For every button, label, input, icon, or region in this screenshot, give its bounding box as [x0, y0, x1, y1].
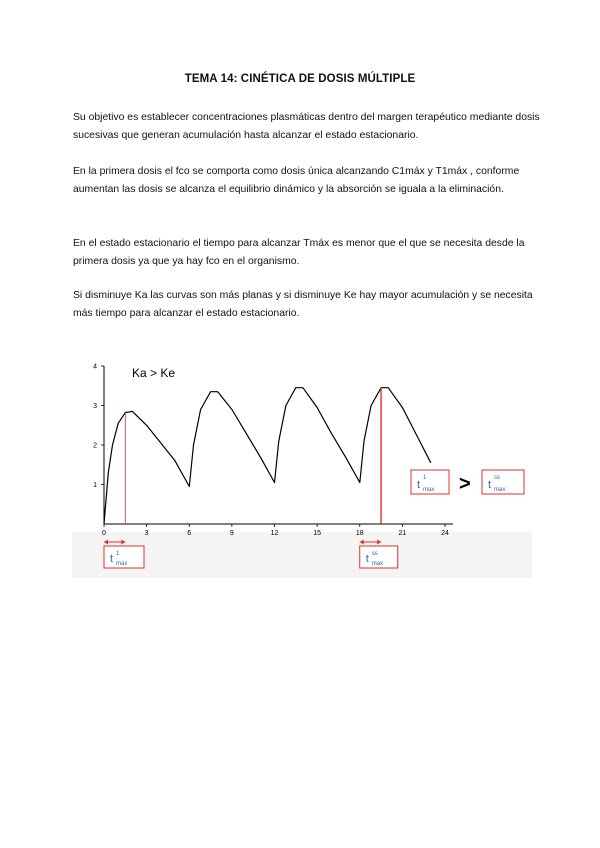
- chart-svg: [72, 352, 532, 580]
- y-tick-label: 2: [93, 442, 97, 450]
- x-tick-label: 0: [102, 530, 106, 537]
- x-tick-label: 18: [355, 530, 364, 537]
- x-tick-label: 12: [270, 530, 279, 537]
- x-tick-label: 15: [313, 530, 322, 537]
- t1max-label-sub: max: [116, 561, 128, 567]
- t1max-label-base: t: [110, 553, 114, 565]
- comparison-right-label: [482, 470, 524, 494]
- y-tick-label: 3: [93, 403, 97, 410]
- pharmacokinetic-chart: [72, 352, 532, 580]
- comparison-left-label-sub: max: [423, 487, 435, 493]
- comparison-right-label-sup: ss: [494, 475, 500, 481]
- tssmax-label-sup: ss: [371, 551, 378, 557]
- tssmax-label-sub: max: [371, 561, 384, 567]
- comparison-right-label-sub: max: [494, 487, 506, 493]
- t1max-label: [104, 546, 144, 568]
- x-tick-label: 9: [229, 530, 234, 537]
- paragraph-ka-ke: Si disminuye Ka las curvas son más planas y si disminuye Ke hay mayor acumulación y se necesita más tiempo para alcanzar el estado estacionario.: [73, 290, 533, 319]
- comparison-left-label: [411, 470, 449, 494]
- x-tick-label: 21: [398, 530, 407, 537]
- y-tick-label: 4: [93, 363, 97, 371]
- concentration-curve: [104, 388, 431, 524]
- paragraph-steady-state: En el estado estacionario el tiempo para alcanzar Tmáx es menor que el que se necesita desde la primera dosis ya que ya hay fco en el organismo.: [73, 238, 525, 267]
- t1max-label-sup: 1: [116, 551, 120, 557]
- y-tick-label: 1: [93, 482, 97, 489]
- chart-title: Ka > Ke: [132, 366, 176, 380]
- x-tick-label: 24: [441, 530, 449, 537]
- tssmax-label-base: t: [365, 553, 369, 565]
- comparison-left-label-base: t: [417, 479, 421, 491]
- comparison-operator: >: [459, 473, 471, 495]
- comparison-right-label-base: t: [488, 479, 492, 491]
- comparison-left-label-sup: 1: [423, 475, 427, 481]
- page-title: TEMA 14: CINÉTICA DE DOSIS MÚLTIPLE: [184, 73, 416, 85]
- paragraph-objective: Su objetivo es establecer concentraciones plasmáticas dentro del margen terapéutico mediante dosis sucesivas que generan acumulación hasta alcanzar el estado estacionario.: [73, 112, 540, 141]
- tssmax-label: [360, 546, 398, 568]
- paragraph-first-dose: En la primera dosis el fco se comporta como dosis única alcanzando C1máx y T1máx , conforme aumentan las dosis se alcanza el equilibrio dinámico y la absorción se iguala a la eliminación.: [73, 166, 520, 195]
- x-tick-label: 3: [144, 530, 149, 537]
- x-tick-label: 6: [187, 530, 192, 537]
